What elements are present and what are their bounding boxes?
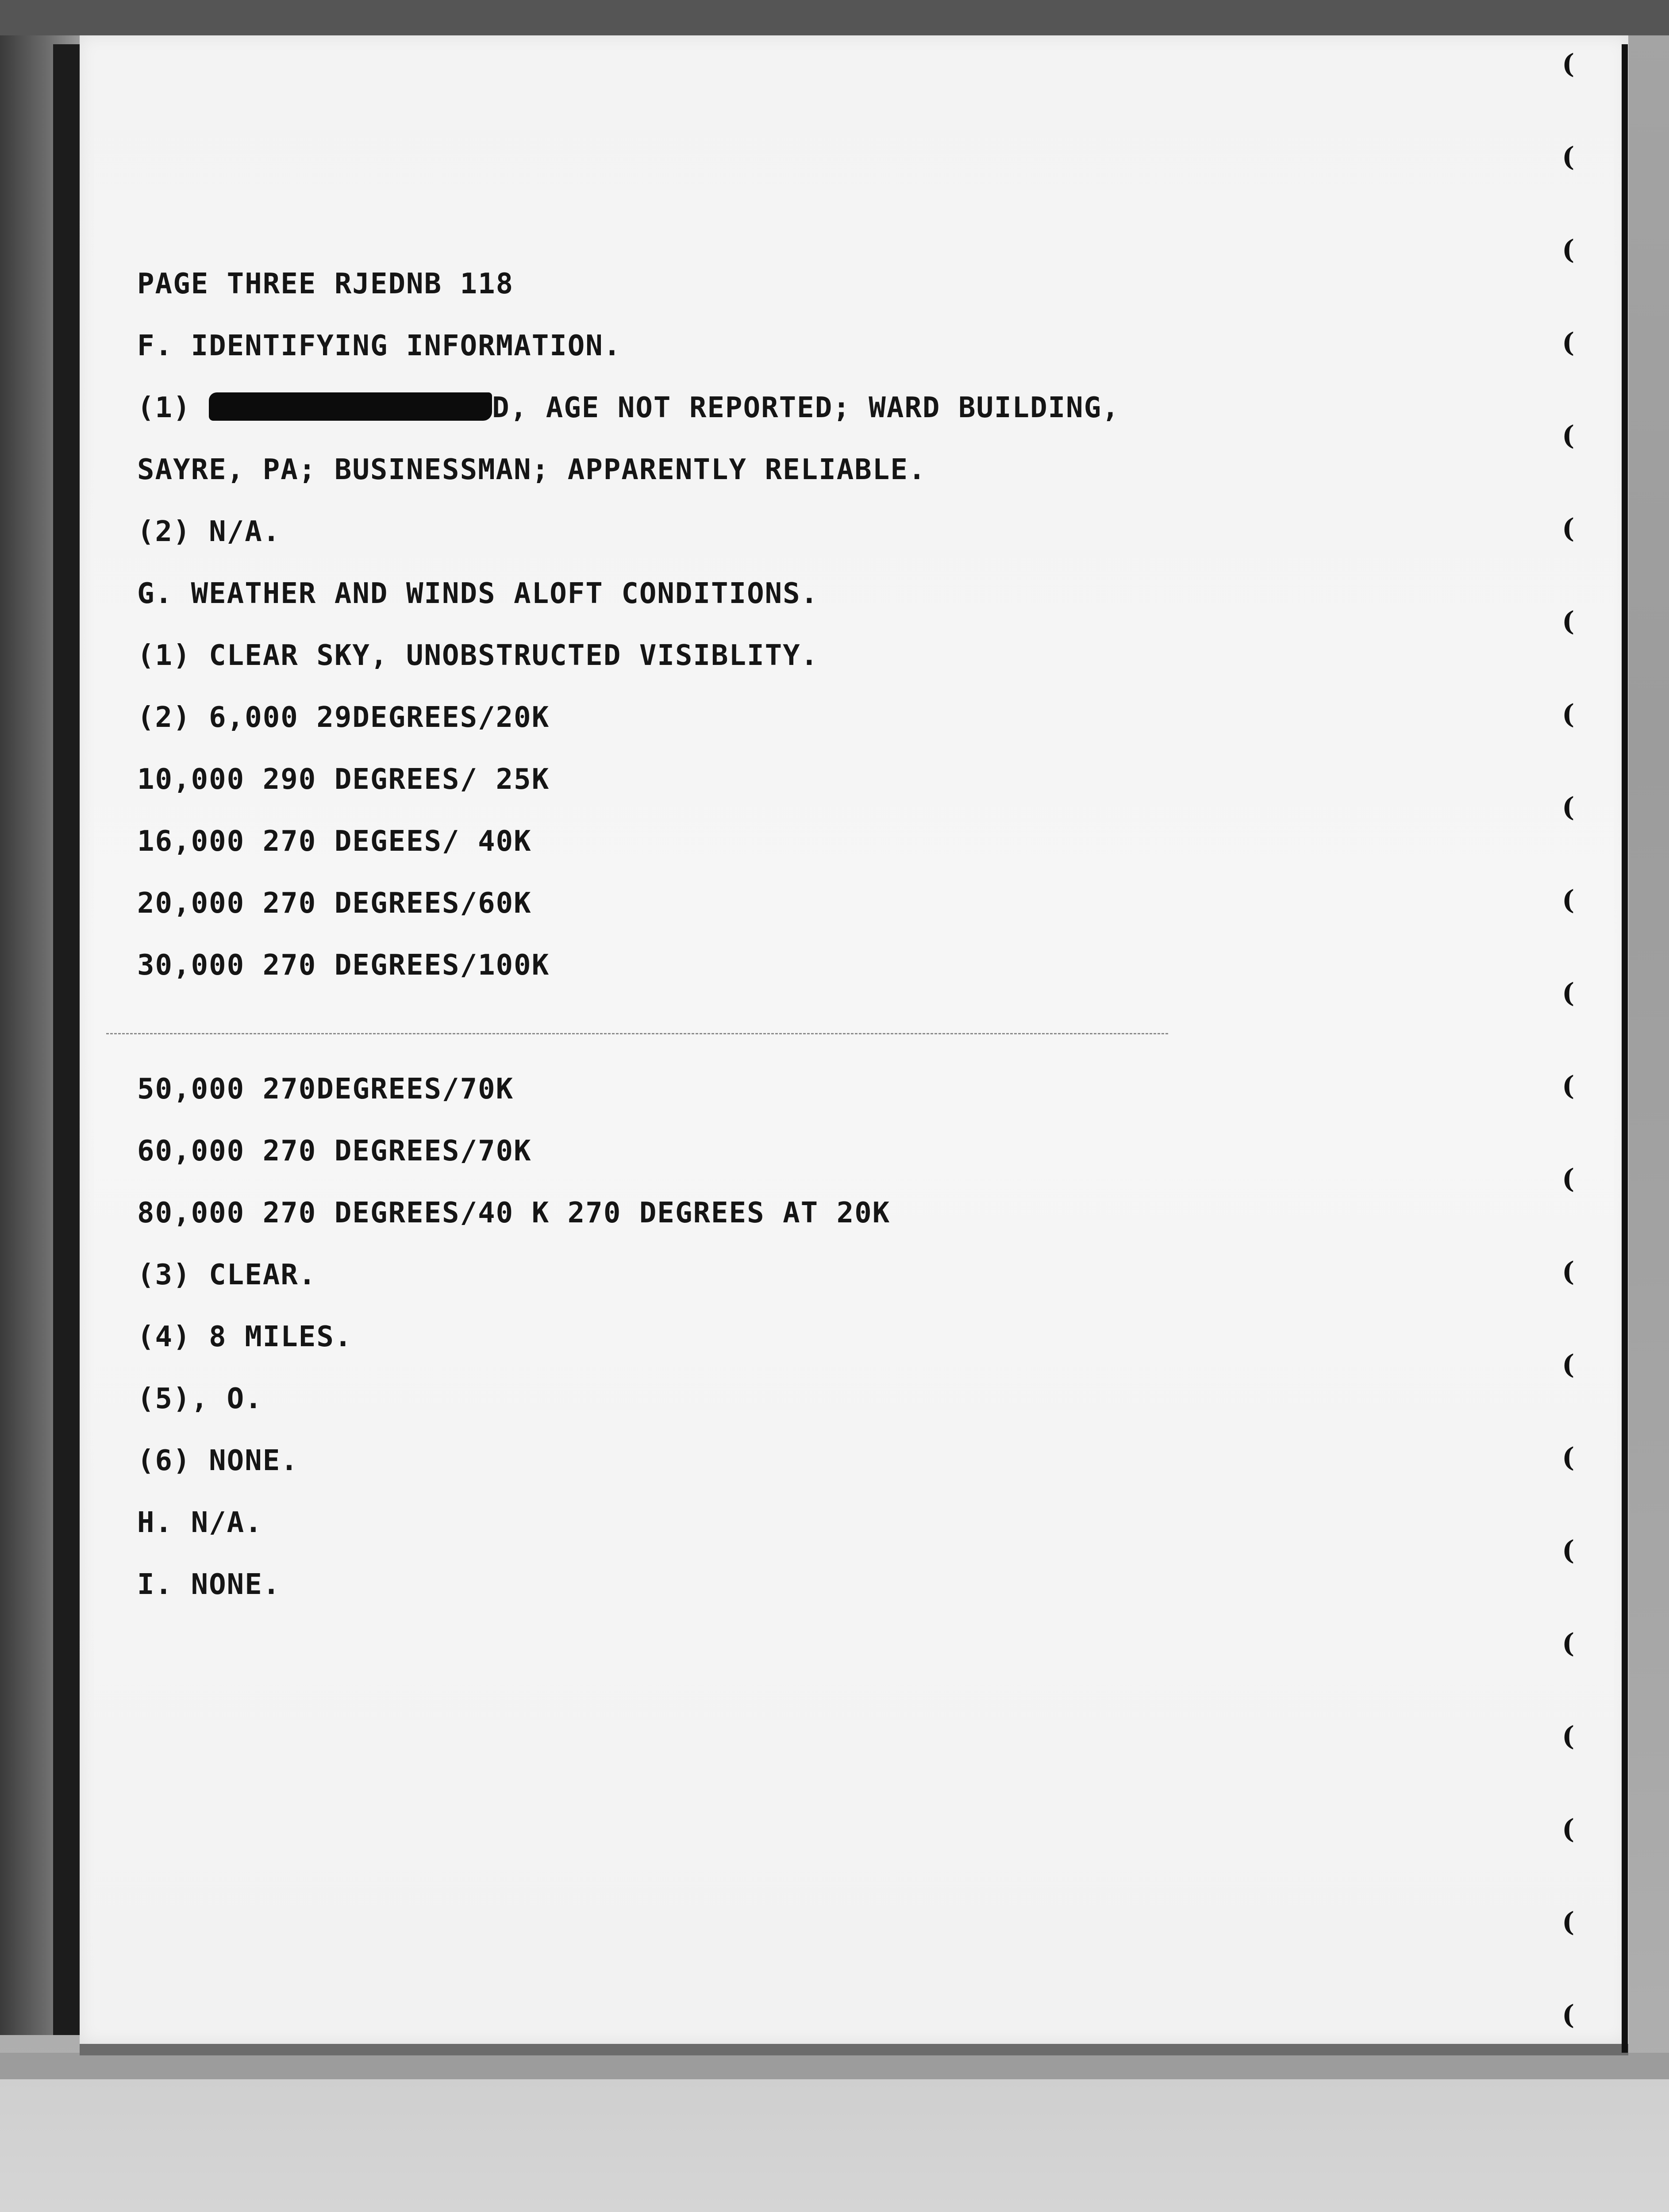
- weather-item-1: (1) CLEAR SKY, UNOBSTRUCTED VISIBLITY.: [137, 639, 819, 672]
- page-bottom-edge: [80, 2044, 1628, 2055]
- item-2-na: (2) N/A.: [137, 515, 281, 548]
- punch-mark: (: [1562, 1721, 1575, 1752]
- punch-mark: (: [1562, 1071, 1575, 1102]
- winds-row-30000: 30,000 270 DEGREES/100K: [137, 949, 550, 982]
- winds-row-60000: 60,000 270 DEGREES/70K: [137, 1135, 532, 1167]
- punch-mark: (: [1562, 513, 1575, 544]
- punch-mark: (: [1562, 1256, 1575, 1287]
- punch-mark: (: [1562, 327, 1575, 358]
- scan-bottom-area: [0, 2079, 1669, 2212]
- punch-mark: (: [1562, 1535, 1575, 1566]
- punch-mark: (: [1562, 1442, 1575, 1473]
- winds-row-80000: 80,000 270 DEGREES/40 K 270 DEGREES AT 20K: [137, 1197, 891, 1229]
- punch-mark: (: [1562, 1814, 1575, 1845]
- weather-item-5: (5), O.: [137, 1382, 263, 1415]
- punch-mark: (: [1562, 142, 1575, 173]
- punch-mark: (: [1562, 1349, 1575, 1380]
- punch-mark: (: [1562, 978, 1575, 1009]
- witness-details: D, AGE NOT REPORTED; WARD BUILDING,: [492, 392, 1120, 424]
- punch-mark: (: [1562, 699, 1575, 730]
- punch-mark: (: [1562, 885, 1575, 916]
- punch-mark: (: [1562, 1907, 1575, 1938]
- section-h: H. N/A.: [137, 1506, 263, 1539]
- redaction-mark: [209, 392, 492, 421]
- winds-row-20000: 20,000 270 DEGREES/60K: [137, 887, 532, 920]
- punch-mark: (: [1562, 1164, 1575, 1194]
- winds-row-6000: (2) 6,000 29DEGREES/20K: [137, 701, 550, 734]
- punch-mark: (: [1562, 420, 1575, 451]
- witness-line-2: SAYRE, PA; BUSINESSMAN; APPARENTLY RELIABLE.: [137, 453, 927, 486]
- item-number: (1): [137, 392, 191, 424]
- punch-mark: (: [1562, 792, 1575, 823]
- page-header: PAGE THREE RJEDNB 118: [137, 268, 514, 300]
- punch-mark: (: [1562, 49, 1575, 80]
- punch-mark: (: [1562, 2000, 1575, 2031]
- winds-row-16000: 16,000 270 DEGEES/ 40K: [137, 825, 532, 858]
- section-i: I. NONE.: [137, 1568, 281, 1601]
- section-g-heading: G. WEATHER AND WINDS ALOFT CONDITIONS.: [137, 577, 819, 610]
- weather-item-6: (6) NONE.: [137, 1444, 299, 1477]
- punch-mark: (: [1562, 1628, 1575, 1659]
- witness-line-1: [137, 394, 1120, 423]
- punch-mark: (: [1562, 606, 1575, 637]
- weather-item-4: (4) 8 MILES.: [137, 1321, 353, 1353]
- page-right-border: [1622, 44, 1628, 2053]
- winds-row-50000: 50,000 270DEGREES/70K: [137, 1073, 514, 1106]
- scan-top-edge: [0, 0, 1669, 35]
- film-left-border: [53, 44, 80, 2035]
- section-f-heading: F. IDENTIFYING INFORMATION.: [137, 330, 622, 362]
- weather-item-3: (3) CLEAR.: [137, 1259, 317, 1291]
- fold-line: [106, 1033, 1168, 1034]
- punch-mark: (: [1562, 234, 1575, 265]
- winds-row-10000: 10,000 290 DEGREES/ 25K: [137, 763, 550, 796]
